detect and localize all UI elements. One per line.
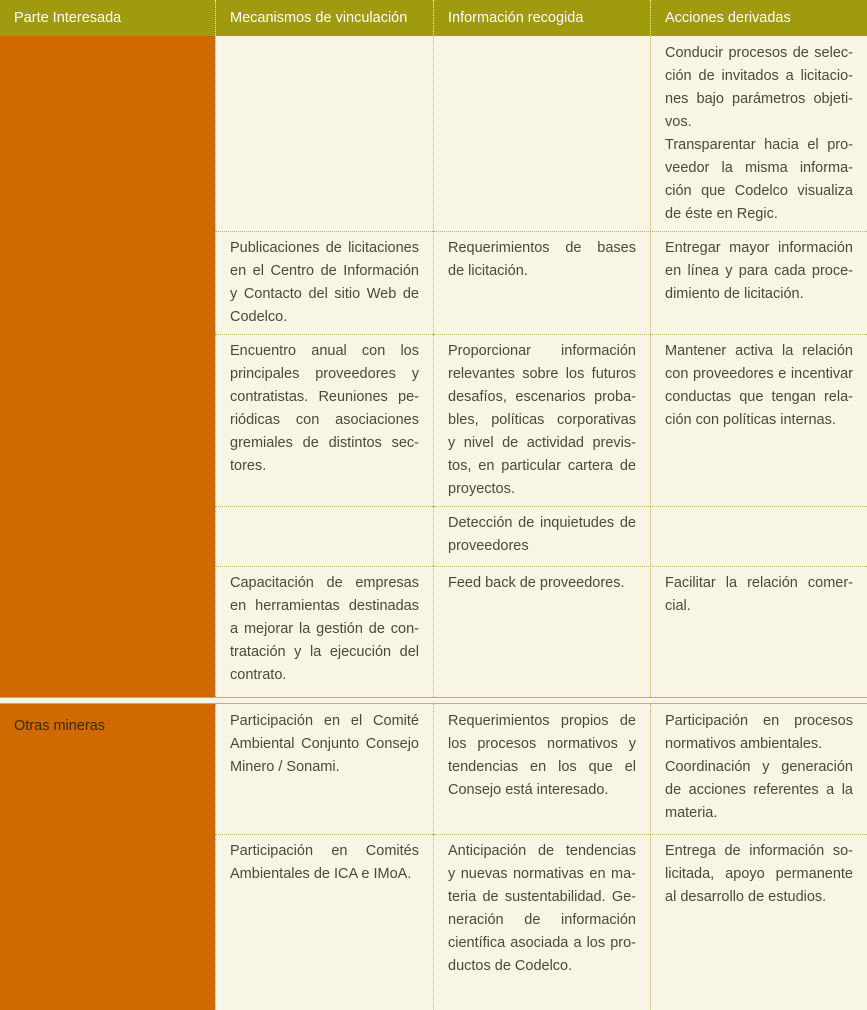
cell-line: contratistas. Reuniones pe- <box>230 389 419 405</box>
mechanism-cell <box>215 566 433 697</box>
cell-line: riódicas con asociaciones <box>230 412 419 428</box>
cell-line: neración de información <box>448 912 636 928</box>
cell-line: ductos de Codelco. <box>448 958 573 974</box>
cell-line: gremiales de distintos sec- <box>230 435 419 451</box>
cell-line: Minero / Sonami. <box>230 759 340 775</box>
action-cell <box>650 36 867 231</box>
stakeholder-cell <box>0 704 215 1010</box>
cell-line: de éste en Regic. <box>665 206 778 222</box>
cell-line: ción que Codelco visualiza <box>665 183 853 199</box>
cell-line: Feed back de proveedores. <box>448 575 625 591</box>
information-cell <box>433 566 650 697</box>
cell-line: Participación en el Comité <box>230 713 419 729</box>
information-cell <box>433 334 650 506</box>
cell-line: Entrega de información so- <box>665 843 853 859</box>
cell-line: Codelco. <box>230 309 288 325</box>
cell-line: cial. <box>665 598 691 614</box>
cell-line: tratación y la ejecución del <box>230 644 419 660</box>
cell-line: Ambiental Conjunto Consejo <box>230 736 419 752</box>
information-cell <box>433 834 650 1010</box>
cell-line: Transparentar hacia el pro- <box>665 137 853 153</box>
action-cell <box>650 834 867 1010</box>
cell-line: en línea y para cada proce- <box>665 263 853 279</box>
mechanism-cell <box>215 506 433 566</box>
cell-line: relevantes sobre los futuros <box>448 366 636 382</box>
cell-line: en herramientas destinadas <box>230 598 419 614</box>
row-divider <box>215 506 867 507</box>
header-information: Información recogida <box>433 0 650 36</box>
cell-line: Encuentro anual con los <box>230 343 419 359</box>
cell-line: Capacitación de empresas <box>230 575 419 591</box>
information-cell <box>433 231 650 334</box>
cell-line: y nivel de actividad previs- <box>448 435 636 451</box>
stakeholder-cell <box>0 36 215 697</box>
cell-line: licitada, apoyo permanente <box>665 866 853 882</box>
cell-line: contrato. <box>230 667 287 683</box>
cell-line: nes bajo parámetros objeti- <box>665 91 853 107</box>
cell-line: Conducir procesos de selec- <box>665 45 853 61</box>
cell-line: a mejorar la gestión de con- <box>230 621 419 637</box>
information-cell <box>433 36 650 231</box>
cell-line: y nuevas normativas en ma- <box>448 866 636 882</box>
cell-line: Consejo está interesado. <box>448 782 609 798</box>
cell-line: tores. <box>230 458 267 474</box>
cell-line: con proveedores e incentivar <box>665 366 853 382</box>
cell-line: Publicaciones de licitaciones <box>230 240 419 256</box>
cell-line: tendencias en los que el <box>448 759 636 775</box>
cell-line: principales proveedores y <box>230 366 419 382</box>
cell-line: Coordinación y generación <box>665 759 853 775</box>
stakeholder-label: Otras mineras <box>14 718 106 734</box>
cell-line: Ambientales de ICA e IMoA. <box>230 866 412 882</box>
cell-line: teria de sustentabilidad. Ge- <box>448 889 636 905</box>
cell-line: vos. <box>665 114 692 130</box>
cell-line: ción de invitados a licitacio- <box>665 68 853 84</box>
cell-line: Detección de inquietudes de <box>448 515 636 531</box>
cell-line: Anticipación de tendencias <box>448 843 636 859</box>
cell-line: Requerimientos de bases <box>448 240 636 256</box>
cell-line: veedor la misma informa- <box>665 160 853 176</box>
cell-line: Requerimientos propios de <box>448 713 636 729</box>
cell-line: materia. <box>665 805 718 821</box>
cell-line: conductas que tengan rela- <box>665 389 853 405</box>
cell-line: de licitación. <box>448 263 528 279</box>
cell-line: de acciones referentes a la <box>665 782 853 798</box>
action-cell <box>650 231 867 334</box>
cell-line: Proporcionar información <box>448 343 636 359</box>
cell-line: Facilitar la relación comer- <box>665 575 853 591</box>
cell-line: científica asociada a los pro- <box>448 935 636 951</box>
cell-line: Participación en procesos <box>665 713 853 729</box>
mechanism-cell <box>215 704 433 834</box>
cell-line: bles, políticas corporativas <box>448 412 636 428</box>
mechanism-cell <box>215 36 433 231</box>
mechanism-cell <box>215 334 433 506</box>
cell-line: los procesos normativos y <box>448 736 636 752</box>
row-divider <box>215 334 867 335</box>
information-cell <box>433 506 650 566</box>
header-actions: Acciones derivadas <box>650 0 867 36</box>
cell-line: desafíos, escenarios proba- <box>448 389 636 405</box>
cell-line: ción con políticas internas. <box>665 412 836 428</box>
cell-line: normativos ambientales. <box>665 736 823 752</box>
cell-line: al desarrollo de estudios. <box>665 889 827 905</box>
action-cell <box>650 506 867 566</box>
row-divider <box>215 231 867 232</box>
header-mechanisms: Mecanismos de vinculación <box>215 0 433 36</box>
cell-line: en el Centro de Información <box>230 263 419 279</box>
information-cell <box>433 704 650 834</box>
cell-line: dimiento de licitación. <box>665 286 804 302</box>
mechanism-cell <box>215 834 433 1010</box>
header-stakeholder: Parte Interesada <box>0 0 215 36</box>
cell-line: proyectos. <box>448 481 515 497</box>
action-cell <box>650 334 867 506</box>
cell-line: Participación en Comités <box>230 843 419 859</box>
mechanism-cell <box>215 231 433 334</box>
row-divider <box>215 834 867 835</box>
cell-line: y Contacto del sitio Web de <box>230 286 419 302</box>
row-divider <box>215 566 867 567</box>
group-separator <box>0 697 867 704</box>
cell-line: Entregar mayor información <box>665 240 853 256</box>
cell-line: tos, en particular cartera de <box>448 458 636 474</box>
action-cell <box>650 566 867 697</box>
cell-line: proveedores <box>448 538 529 554</box>
action-cell <box>650 704 867 834</box>
cell-line: Mantener activa la relación <box>665 343 853 359</box>
